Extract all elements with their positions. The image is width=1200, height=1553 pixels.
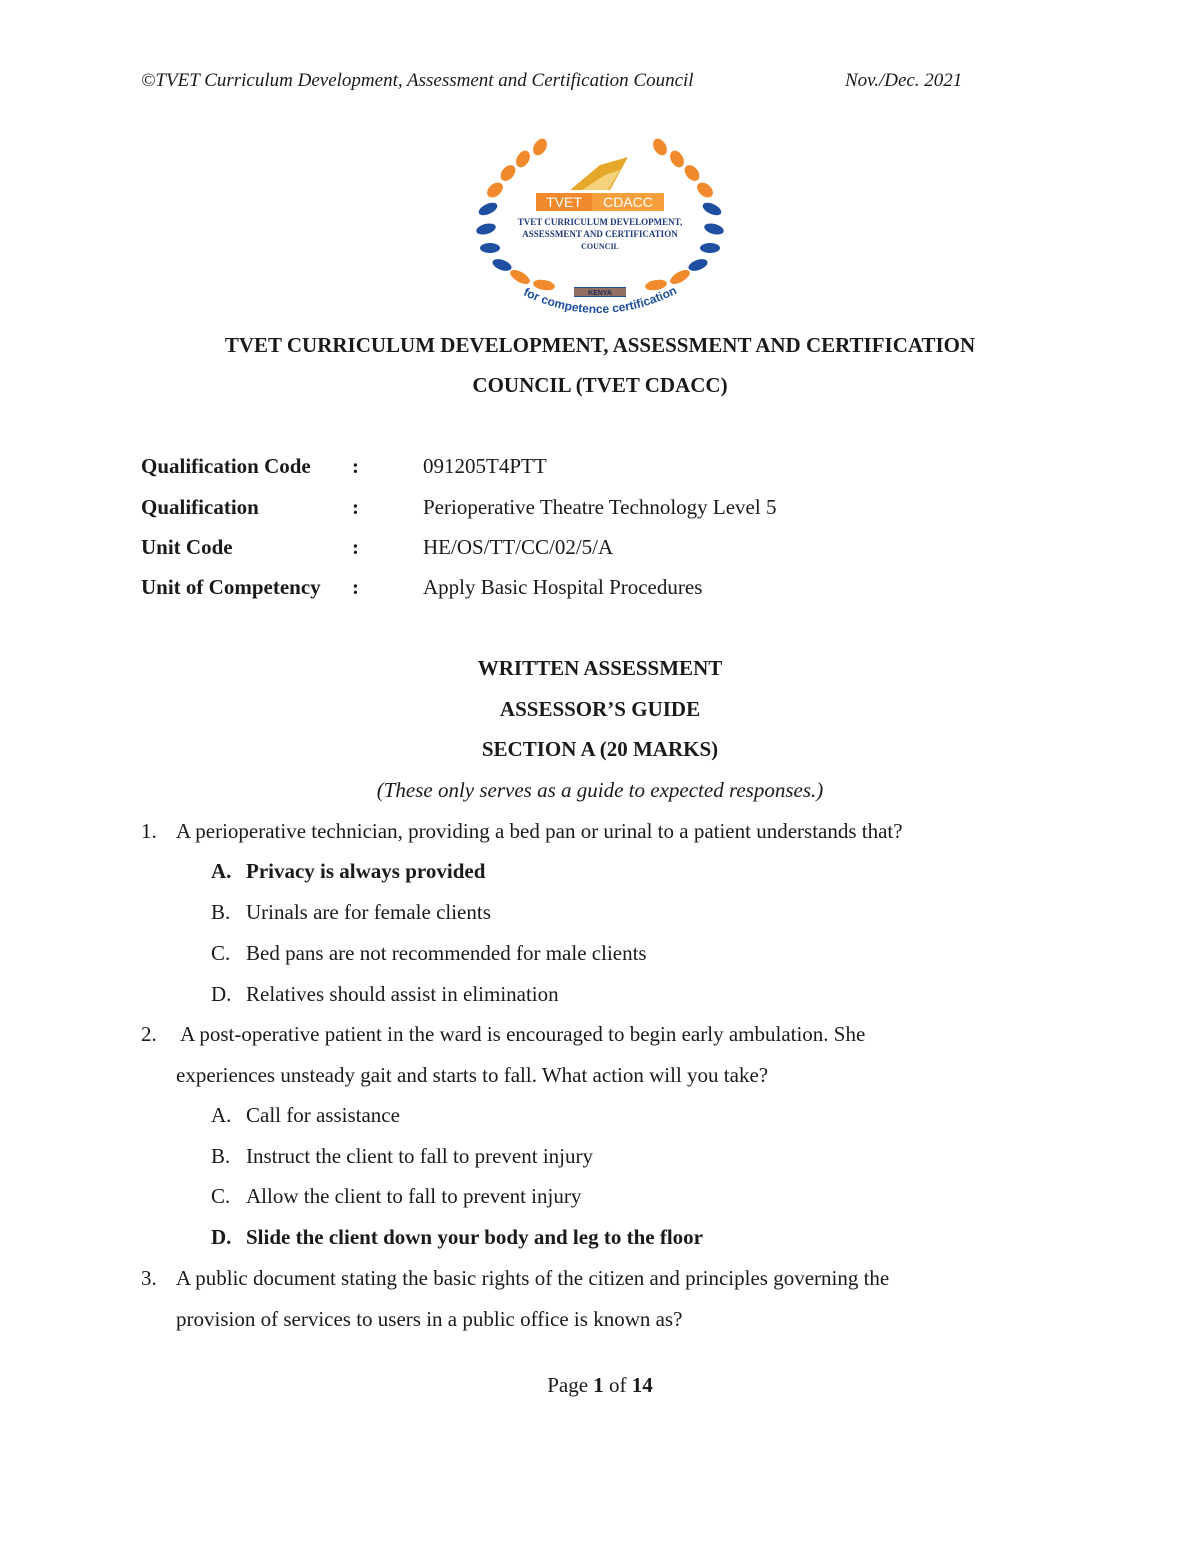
section-assessors-guide: ASSESSOR’S GUIDE (499, 697, 701, 721)
option-letter: B. (211, 900, 231, 924)
question-text: A post-operative patient in the ward is encouraged to begin early ambulation. She (176, 1022, 866, 1046)
info-qualification (141, 495, 1041, 523)
option-letter: D. (211, 1225, 232, 1249)
right-wreath-blue (687, 200, 725, 273)
option-text: Relatives should assist in elimination (246, 982, 559, 1006)
info-value: Apply Basic Hospital Procedures (423, 575, 703, 599)
info-colon: : (352, 575, 359, 599)
option-letter: C. (211, 941, 231, 965)
option-text-correct: Slide the client down your body and leg to the floor (246, 1225, 703, 1249)
tvet-cdacc-logo (470, 135, 730, 325)
option-letter: A. (211, 1103, 232, 1127)
info-value: HE/OS/TT/CC/02/5/A (423, 535, 614, 559)
option-text: Urinals are for female clients (246, 900, 491, 924)
logo-badge-left: TVET (546, 194, 582, 210)
question-text-line-2: provision of services to users in a public office is known as? (176, 1307, 683, 1331)
info-colon: : (352, 495, 359, 519)
page-footer (0, 1373, 1200, 1398)
info-unit-of-competency (141, 575, 1041, 603)
footer-prefix: Page (547, 1373, 589, 1397)
guide-note: (These only serves as a guide to expected responses.) (376, 778, 824, 802)
option-text-correct: Privacy is always provided (246, 859, 486, 883)
info-value: Perioperative Theatre Technology Level 5 (423, 495, 777, 519)
logo-badge-right: CDACC (603, 194, 653, 210)
option-letter: A. (211, 859, 232, 883)
footer-of: of (609, 1373, 627, 1397)
left-wreath-blue (475, 200, 513, 273)
left-wreath (484, 136, 549, 200)
option-text: Allow the client to fall to prevent injury (246, 1184, 582, 1208)
header-council: ©TVET Curriculum Development, Assessment and Certification Council (141, 70, 694, 91)
info-colon: : (352, 454, 359, 478)
logo-country: KENYA (588, 290, 612, 297)
option-text: Instruct the client to fall to prevent injury (246, 1144, 593, 1168)
info-label: Qualification (141, 495, 259, 519)
info-label: Unit of Competency (141, 575, 321, 599)
option-letter: C. (211, 1184, 231, 1208)
right-wreath (650, 136, 715, 200)
section-written-assessment: WRITTEN ASSESSMENT (477, 656, 723, 680)
title-line-1: TVET CURRICULUM DEVELOPMENT, ASSESSMENT AND CERTIFICATION (224, 333, 976, 357)
option-text: Bed pans are not recommended for male clients (246, 941, 647, 965)
logo-motto: for competence certification (521, 283, 679, 317)
info-qualification-code (141, 454, 1041, 482)
question-text: A public document stating the basic rights of the citizen and principles governing the (176, 1266, 890, 1290)
logo-line2: ASSESSMENT AND CERTIFICATION (522, 229, 678, 239)
logo-line3: COUNCIL (581, 242, 619, 251)
option-text: Call for assistance (246, 1103, 400, 1127)
info-value: 091205T4PTT (423, 454, 547, 478)
info-unit-code (141, 535, 1041, 563)
header-date: Nov./Dec. 2021 (845, 70, 963, 91)
question-number: 1. (141, 819, 157, 843)
logo-line1: TVET CURRICULUM DEVELOPMENT, (517, 217, 683, 227)
title-line-2: COUNCIL (TVET CDACC) (472, 373, 728, 397)
question-number: 3. (141, 1266, 157, 1290)
option-letter: B. (211, 1144, 231, 1168)
option-letter: D. (211, 982, 232, 1006)
question-number: 2. (141, 1022, 157, 1046)
footer-current-page: 1 (593, 1373, 604, 1397)
question-text-line-2: experiences unsteady gait and starts to fall. What action will you take? (176, 1063, 769, 1087)
info-colon: : (352, 535, 359, 559)
footer-total-pages: 14 (631, 1373, 653, 1397)
question-text: A perioperative technician, providing a bed pan or urinal to a patient understands that? (176, 819, 903, 843)
info-label: Unit Code (141, 535, 233, 559)
section-a-heading: SECTION A (20 MARKS) (481, 737, 719, 761)
info-label: Qualification Code (141, 454, 311, 478)
